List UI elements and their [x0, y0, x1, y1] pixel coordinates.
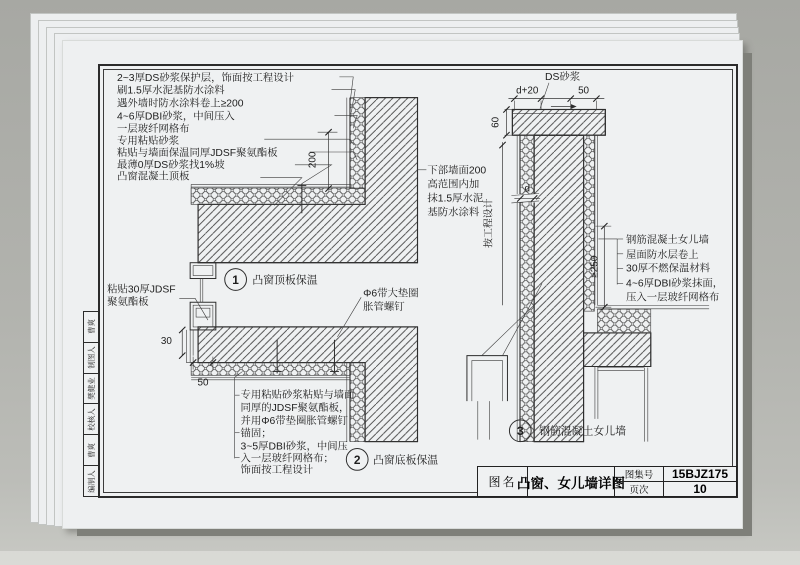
atlas-row [615, 467, 736, 481]
dim-d-plus-20: d+20 [516, 85, 539, 97]
detail1-callout [225, 269, 318, 291]
callout-label-1: 凸窗顶板保温 [252, 274, 318, 287]
note-line: 粘贴与墙面保温同厚JDSF聚氨酯板 [117, 147, 278, 159]
note-line: Φ6带大垫圈 [363, 288, 419, 300]
note-line: 30厚不燃保温材料 [626, 263, 711, 275]
note-line: 并用Φ6带垫圈胀管螺钉 [240, 415, 348, 427]
note-line: 同厚的JDSF聚氨酯板， [240, 402, 350, 414]
dim-200: 200 [307, 151, 319, 169]
page-label: 页次 [615, 482, 664, 496]
note-line: 胀管螺钉 [363, 302, 405, 314]
note-line: 凸窗混凝土顶板 [117, 171, 190, 183]
title-block [477, 466, 737, 497]
note-line: 高范围内加 [427, 179, 480, 191]
dim-50: 50 [197, 377, 209, 389]
signature-text: 制图人 [86, 346, 96, 369]
signature-cell [84, 434, 98, 465]
note-line: 4~6厚DBI砂浆抹面， [626, 278, 724, 290]
signature-text: 编制人 [86, 469, 96, 493]
note-line: 聚氨酯板 [107, 297, 149, 309]
note-line: 入一层玻纤网格布； [240, 453, 334, 465]
note-line: 屋面防水层卷上 [626, 249, 699, 261]
signature-cell [84, 465, 98, 496]
note-line: 饰面按工程设计 [240, 465, 314, 477]
note-line: 专用粘贴砂浆 [117, 136, 180, 148]
signature-text: 校核人 [86, 408, 96, 431]
note-line: 基防水涂料 [427, 207, 480, 219]
callout-label-2: 凸窗底板保温 [373, 454, 439, 467]
note-line: 刷1.5厚水泥基防水涂料 [117, 85, 225, 97]
callout-number-1: 1 [232, 272, 239, 287]
dim-50-cap: 50 [578, 85, 590, 97]
signature-text: 曹爽 [86, 442, 96, 458]
note-line: 一层玻纤网格布 [117, 124, 190, 136]
note-line: 4~6厚DBI砂浆，中间压入 [117, 111, 235, 123]
atlas-label: 图集号 [615, 467, 664, 481]
dim-250: ≥250 [589, 255, 601, 278]
signature-strip [83, 311, 99, 497]
note-line: 压入一层玻纤网格布 [626, 292, 720, 304]
signature-cell [84, 373, 98, 404]
note-line: 最薄0厚DS砂浆找1%坡 [117, 159, 225, 171]
note-line: 下部墙面200 [427, 165, 487, 177]
note-line: 3~5厚DBI砂浆，中间压 [240, 441, 348, 453]
atlas-number: 15BJZ175 [671, 467, 729, 481]
drawing-frame [86, 64, 738, 498]
signature-text: 曹爽 [86, 319, 96, 335]
dim-d: d [524, 183, 530, 195]
note-line: 遇外墙时防水涂料卷上≥200 [117, 98, 244, 110]
signature-text: 樊健业 [86, 377, 96, 400]
page-row [615, 481, 736, 496]
page-number: 10 [693, 482, 707, 496]
note-line: 锚固； [240, 428, 272, 440]
signature-cell [84, 312, 98, 342]
drawing-title: 凸窗、女儿墙详图 [528, 467, 615, 496]
note-line: 钢筋混凝土女儿墙 [626, 234, 709, 246]
signature-cell [84, 342, 98, 373]
scanner-edge-band [0, 551, 800, 565]
callout-number-2: 2 [353, 452, 361, 467]
drawing-sheet [62, 40, 743, 529]
note-line: 粘贴30厚JDSF [107, 284, 176, 296]
note-line: 抹1.5厚水泥 [427, 193, 484, 205]
detail2-callout [346, 449, 438, 471]
callout-number-3: 3 [516, 424, 524, 439]
dim-per-design: 按工程设计 [483, 198, 495, 248]
callout-label-3: 钢筋混凝土女儿墙 [539, 425, 626, 438]
note-line: 2~3厚DS砂浆保护层，饰面按工程设计 [117, 72, 295, 84]
title-name-label: 图名 [478, 467, 528, 496]
signature-cell [84, 403, 98, 434]
slope-arrow [551, 104, 577, 109]
dim-60: 60 [490, 116, 502, 128]
ds-mortar-label: DS砂浆 [545, 71, 581, 83]
dim-30: 30 [160, 335, 172, 347]
drawing-canvas [100, 66, 735, 495]
note-line: 专用粘贴砂浆粘贴与墙面 [240, 390, 355, 402]
